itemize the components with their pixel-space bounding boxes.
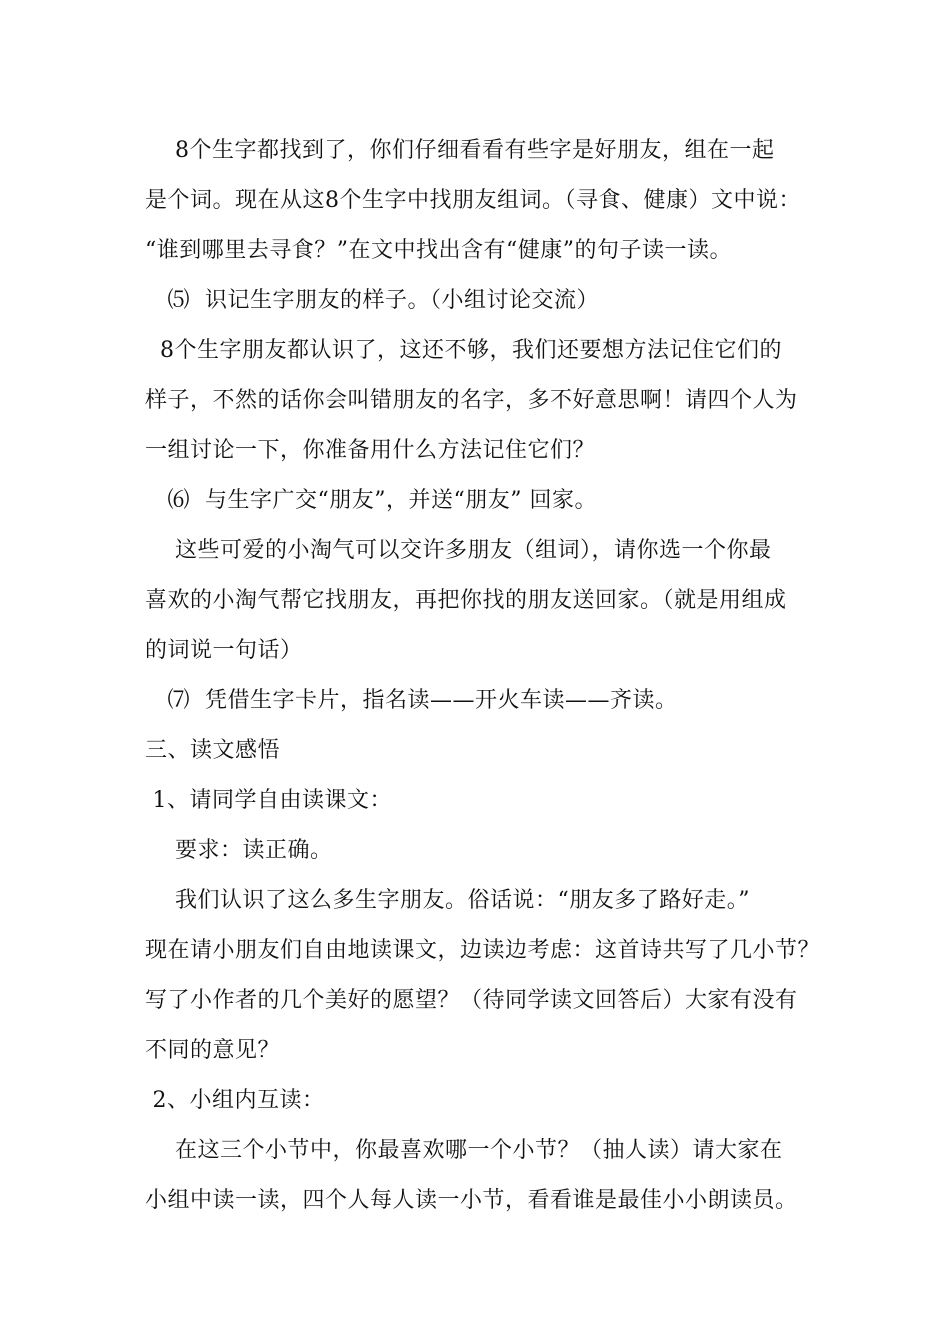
paragraph-line-2: 是个词。现在从这8个生字中找朋友组词。（寻食、健康）文中说： [145, 188, 801, 213]
step-6-heading: ⑹ 与生字广交“朋友”，并送“朋友” 回家。 [145, 488, 597, 513]
item-1-heading: 1、请同学自由读课文： [145, 788, 392, 813]
item-2-heading: 2、小组内互读： [145, 1088, 325, 1113]
paragraph-line-10: 喜欢的小淘气帮它找朋友，再把你找的朋友送回家。（就是用组成 [145, 588, 787, 613]
step-5-heading: ⑸ 识记生字朋友的样子。（小组讨论交流） [145, 288, 599, 313]
paragraph-line-18: 写了小作者的几个美好的愿望？（待同学读文回答后）大家有没有 [145, 988, 798, 1013]
paragraph-line-22: 小组中读一读，四个人每人读一小节，看看谁是最佳小小朗读员。 [145, 1188, 798, 1213]
section-3-heading: 三、读文感悟 [145, 738, 281, 763]
paragraph-line-17: 现在请小朋友们自由地读课文，边读边考虑：这首诗共写了几小节？ [145, 938, 821, 963]
paragraph-line-16: 我们认识了这么多生字朋友。俗话说：“朋友多了路好走。” [145, 888, 750, 913]
paragraph-line-19: 不同的意见？ [145, 1038, 281, 1063]
step-7-heading: ⑺ 凭借生字卡片，指名读——开火车读——齐读。 [145, 688, 678, 713]
paragraph-line-11: 的词说一句话） [145, 638, 303, 663]
paragraph-line-5: 8个生字朋友都认识了，这还不够，我们还要想方法记住它们的 [145, 338, 782, 363]
paragraph-line-7: 一组讨论一下，你准备用什么方法记住它们？ [145, 438, 596, 463]
paragraph-line-21: 在这三个小节中，你最喜欢哪一个小节？（抽人读）请大家在 [145, 1138, 783, 1163]
paragraph-line-9: 这些可爱的小淘气可以交许多朋友（组词），请你选一个你最 [145, 538, 772, 563]
paragraph-line-3: “谁到哪里去寻食？”在文中找出含有“健康”的句子读一读。 [145, 238, 732, 263]
paragraph-line-1: 8个生字都找到了，你们仔细看看有些字是好朋友，组在一起 [145, 138, 775, 163]
paragraph-line-6: 样子，不然的话你会叫错朋友的名字，多不好意思啊！请四个人为 [145, 388, 798, 413]
paragraph-line-15: 要求：读正确。 [145, 838, 333, 863]
